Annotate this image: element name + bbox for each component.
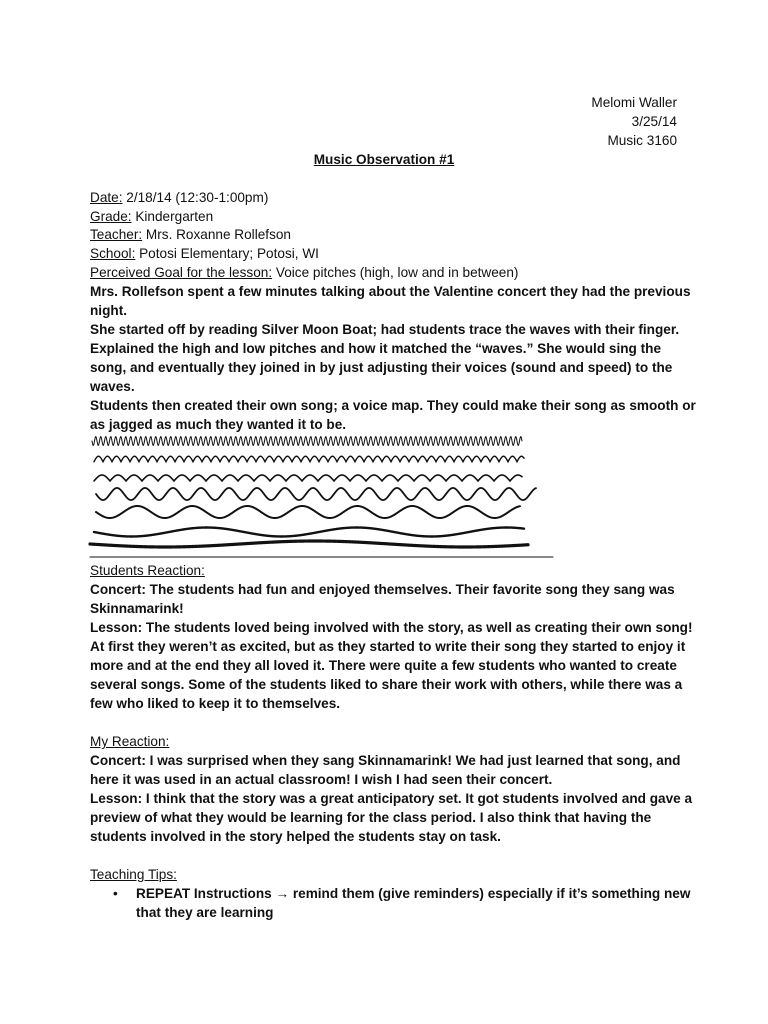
bullet-icon: • (113, 886, 118, 901)
voice-map-wave-line (94, 456, 524, 462)
teacher-row (90, 226, 291, 244)
teaching-tip-line: REPEAT Instructions → remind them (give reminders) especially if it’s something new (136, 886, 691, 901)
body-line: Students then created their own song; a voice map. They could make their song as smooth or (90, 398, 696, 413)
course-name: Music 3160 (607, 133, 677, 148)
body-line: Mrs. Rollefson spent a few minutes talking about the Valentine concert they had the previous (90, 284, 691, 299)
date-row (90, 189, 268, 207)
voice-map-wave-line (92, 437, 522, 446)
body-line: as jagged as much they wanted it to be. (90, 417, 347, 432)
date-value: 2/18/14 (12:30-1:00pm) (122, 190, 269, 205)
goal-value: Voice pitches (high, low and in between) (272, 265, 519, 280)
my-reaction-line: students involved in the story helped the students stay on task. (90, 829, 501, 844)
students-reaction-line: At first they weren’t as excited, but as they started to write their song they started to enjoy it (90, 639, 686, 654)
voice-map-wave-line (96, 488, 536, 500)
school-label: School: (90, 246, 136, 261)
goal-label: Perceived Goal for the lesson: (90, 265, 273, 280)
my-reaction-heading: My Reaction: (90, 734, 170, 749)
teacher-value: Mrs. Roxanne Rollefson (142, 227, 291, 242)
students-reaction-line: Lesson: The students loved being involved with the story, as well as creating their own song! (90, 620, 693, 635)
document-title: Music Observation #1 (313, 152, 455, 167)
author-name: Melomi Waller (591, 95, 677, 110)
body-line: Explained the high and low pitches and how it matched the “waves.” She would sing the (90, 341, 662, 356)
voice-map-waves-image (88, 432, 558, 562)
students-reaction-line: Skinnamarink! (90, 601, 184, 616)
date-label: Date: (90, 190, 123, 205)
my-reaction-line: Lesson: I think that the story was a great anticipatory set. It got students involved and gave a (90, 791, 693, 806)
body-line: waves. (90, 379, 135, 394)
students-reaction-line: Concert: The students had fun and enjoyed themselves. Their favorite song they sang was (90, 582, 675, 597)
teacher-label: Teacher: (90, 227, 143, 242)
school-row (90, 245, 319, 263)
voice-map-wave-line (90, 541, 528, 547)
teaching-tip-line: that they are learning (136, 905, 274, 920)
my-reaction-line: here it was used in an actual classroom! I wish I had seen their concert. (90, 772, 553, 787)
students-reaction-heading: Students Reaction: (90, 563, 205, 578)
goal-row (90, 264, 518, 282)
my-reaction-line: Concert: I was surprised when they sang Skinnamarink! We had just learned that song, and (90, 753, 681, 768)
body-line: song, and eventually they joined in by just adjusting their voices (sound and speed) to the (90, 360, 673, 375)
body-line: night. (90, 303, 127, 318)
voice-map-wave-line (94, 475, 522, 481)
body-line: She started off by reading Silver Moon Boat; had students trace the waves with their finger. (90, 322, 680, 337)
students-reaction-line: more and at the end they all loved it. There were quite a few students who wanted to create (90, 658, 677, 673)
grade-value: Kindergarten (131, 209, 214, 224)
header-date: 3/25/14 (631, 114, 677, 129)
my-reaction-line: preview of what they would be learning for the class period. I also think that having the (90, 810, 652, 825)
students-reaction-line: few who liked to keep it to themselves. (90, 696, 341, 711)
voice-map-wave-line (94, 528, 524, 537)
teaching-tips-heading: Teaching Tips: (90, 867, 177, 882)
voice-map-wave-line (96, 506, 520, 518)
grade-label: Grade: (90, 209, 132, 224)
school-value: Potosi Elementary; Potosi, WI (135, 246, 319, 261)
grade-row (90, 208, 213, 226)
students-reaction-line: several songs. Some of the students liked to share their work with others, while there was a (90, 677, 683, 692)
